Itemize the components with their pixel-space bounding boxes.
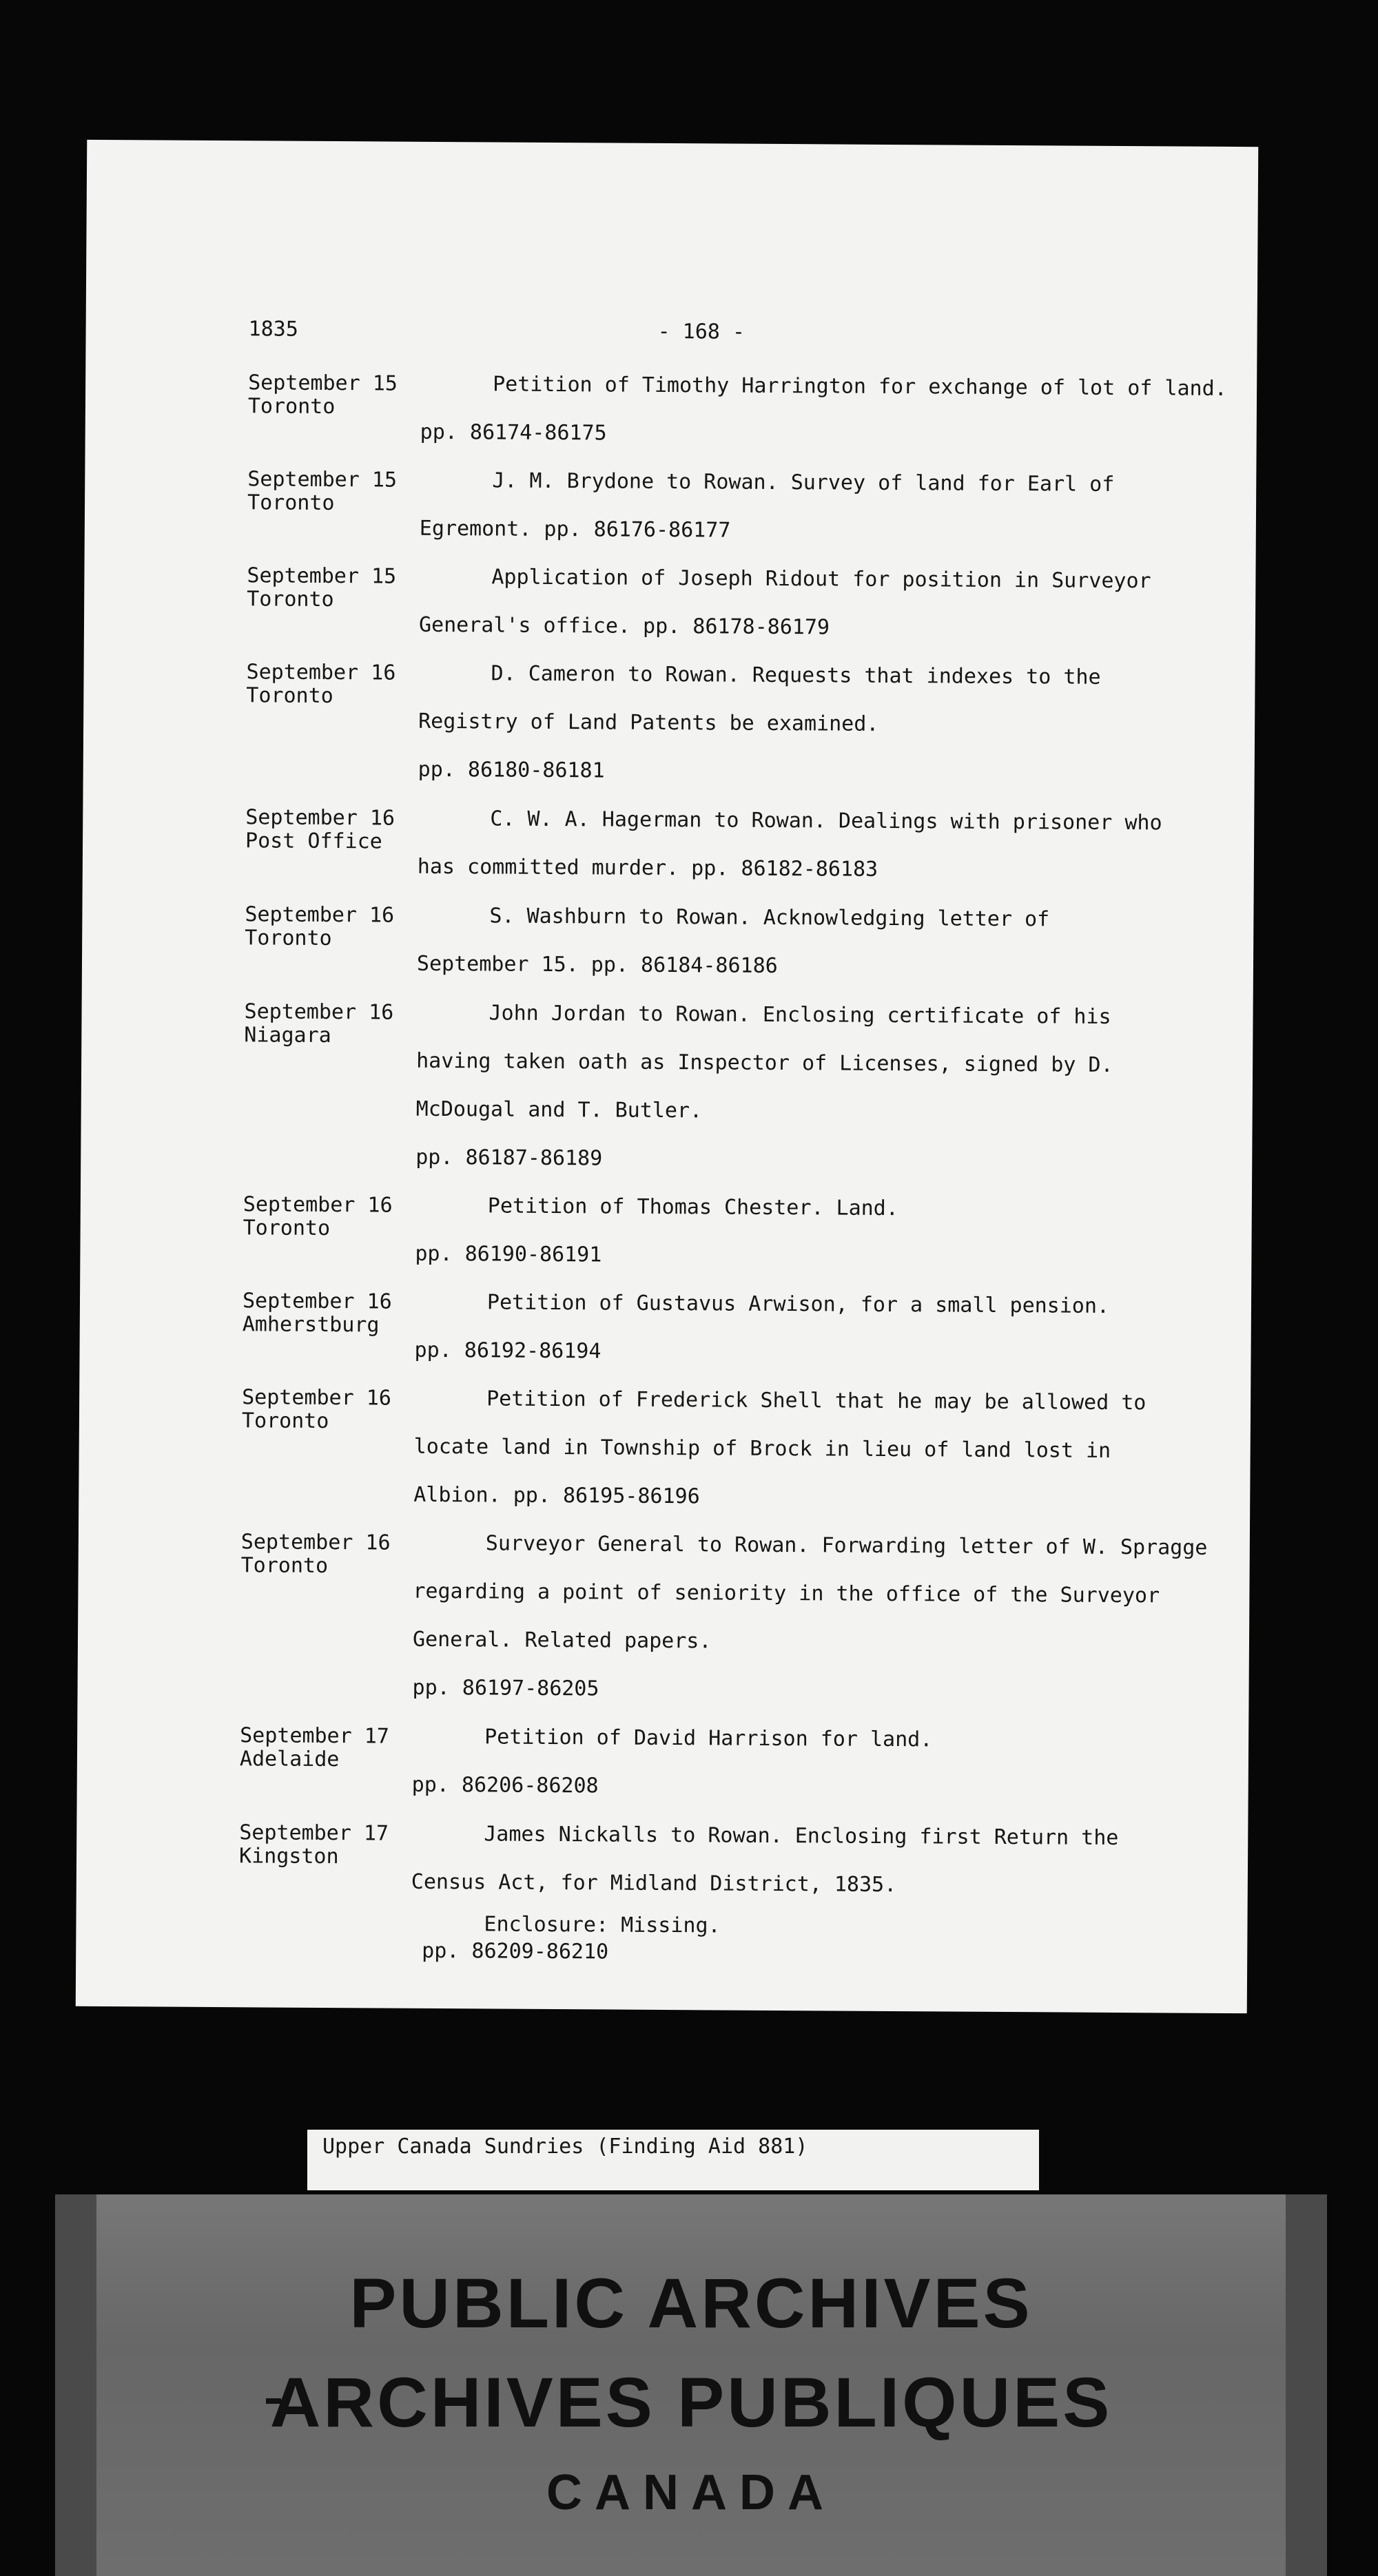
- entry-line: has committed murder. pp. 86182-86183: [417, 854, 878, 882]
- entry-date-place: [239, 1821, 418, 1869]
- entry-date-place: [245, 903, 424, 951]
- entry-line: Surveyor General to Rowan. Forwarding letter of W. Spragge: [485, 1531, 1208, 1560]
- entry-line: pp. 86206-86208: [411, 1772, 599, 1798]
- entry-description: [417, 904, 1244, 1006]
- entry-description: [420, 373, 1247, 474]
- entry-date: September 17: [239, 1820, 389, 1846]
- entry-place: Toronto: [240, 1553, 329, 1579]
- entry-description: [419, 565, 1246, 667]
- entry-description: [415, 1001, 1244, 1199]
- entry-date-place: [248, 371, 427, 419]
- entry-place: Toronto: [245, 926, 332, 951]
- entry-description: [418, 807, 1245, 908]
- entry-line: Census Act, for Midland District, 1835.: [411, 1869, 897, 1898]
- entry-place: Toronto: [243, 1216, 331, 1241]
- entry-line: Egremont. pp. 86176-86177: [419, 516, 731, 543]
- entry-date: September 15: [248, 371, 398, 396]
- archive-stamp-banner: [55, 2194, 1327, 2576]
- entry-line: pp. 86197-86205: [412, 1675, 599, 1701]
- entry-line: September 15. pp. 86184-86186: [416, 951, 778, 978]
- entry-line: Application of Joseph Ridout for position in Surveyor: [491, 565, 1151, 594]
- entry-line: Albion. pp. 86195-86196: [413, 1482, 700, 1509]
- entry-line: regarding a point of seniority in the office of the Surveyor: [413, 1579, 1160, 1608]
- entry-date: September 16: [242, 1385, 391, 1411]
- entry-place: Toronto: [241, 1409, 329, 1434]
- entry-description: [411, 1822, 1239, 1924]
- enclosure-note: Enclosure: Missing.: [484, 1912, 721, 1938]
- entry-description: [413, 1387, 1241, 1537]
- entry-date: September 15: [247, 563, 397, 589]
- entry-date: September 16: [242, 1289, 392, 1314]
- banner-line-archives-publiques: ARCHIVES PUBLIQUES: [269, 2363, 1113, 2442]
- entry-description: [412, 1532, 1240, 1730]
- entry-date: September 16: [244, 999, 394, 1025]
- finding-aid-slip: [307, 2130, 1039, 2190]
- entry-line: S. Washburn to Rowan. Acknowledging letter of: [489, 904, 1050, 932]
- entry-line: J. M. Brydone to Rowan. Survey of land for Earl of: [492, 468, 1115, 497]
- year-header: 1835: [248, 317, 298, 342]
- entry-date-place: [247, 564, 426, 612]
- finding-aid-label: Upper Canada Sundries (Finding Aid 881): [322, 2134, 808, 2159]
- entry-line: General. Related papers.: [412, 1627, 712, 1654]
- entry-date: September 16: [246, 660, 396, 685]
- entry-line: Registry of Land Patents be examined.: [418, 709, 879, 736]
- entry-date-place: [243, 1193, 422, 1241]
- banner-line-canada: CANADA: [546, 2465, 836, 2520]
- entry-place: Adelaide: [239, 1747, 340, 1772]
- entry-place: Kingston: [238, 1844, 339, 1869]
- entry-line: John Jordan to Rowan. Enclosing certificate of his: [489, 1001, 1111, 1029]
- entry-line: pp. 86192-86194: [414, 1338, 601, 1364]
- entry-date-place: [240, 1724, 419, 1772]
- entry-line: having taken oath as Inspector of Licenses, signed by D.: [416, 1048, 1113, 1077]
- enclosure-pages: pp. 86209-86210: [422, 1938, 609, 1964]
- entry-line: Petition of Frederick Shell that he may be allowed to: [486, 1386, 1146, 1415]
- entry-line: Petition of Timothy Harrington for exchange of lot of land.: [493, 372, 1227, 401]
- entry-date: September 17: [240, 1723, 389, 1749]
- entry-line: locate land in Township of Brock in lieu of land lost in: [413, 1434, 1111, 1463]
- entry-line: pp. 86180-86181: [418, 757, 605, 783]
- entry-date-place: [247, 468, 426, 516]
- entry-line: McDougal and T. Butler.: [415, 1097, 703, 1123]
- entry-description: [420, 469, 1247, 570]
- entry-line: Petition of Thomas Chester. Land.: [487, 1194, 898, 1221]
- entry-date: September 15: [247, 467, 398, 492]
- entry-line: James Nickalls to Rowan. Enclosing first Return the: [484, 1822, 1119, 1851]
- entry-date-place: [244, 1000, 423, 1048]
- entry-description: [414, 1291, 1242, 1392]
- entry-line: Petition of David Harrison for land.: [484, 1725, 933, 1752]
- entry-date-place: [245, 806, 424, 854]
- entry-place: Toronto: [246, 683, 333, 709]
- entry-line: pp. 86190-86191: [415, 1241, 602, 1267]
- entry-description: [418, 662, 1245, 811]
- entry-date-place: [242, 1386, 421, 1434]
- entry: [247, 371, 1247, 446]
- banner-line-public-archives: PUBLIC ARCHIVES: [349, 2264, 1033, 2343]
- entry-line: pp. 86174-86175: [420, 419, 607, 446]
- entry-place: Toronto: [247, 394, 336, 419]
- entry-date: September 16: [240, 1530, 391, 1555]
- page-number: - 168 -: [657, 319, 745, 344]
- entry-line: Petition of Gustavus Arwison, for a small pension.: [486, 1290, 1110, 1318]
- entry-date: September 16: [245, 805, 395, 831]
- entry-line: pp. 86187-86189: [415, 1145, 603, 1171]
- entry-line: C. W. A. Hagerman to Rowan. Dealings with prisoner who: [490, 807, 1162, 835]
- entry-place: Niagara: [244, 1023, 331, 1048]
- entry-line: D. Cameron to Rowan. Requests that indexes to the: [491, 661, 1101, 689]
- entry-description: [411, 1725, 1239, 1827]
- entry-place: Amherstburg: [242, 1312, 380, 1338]
- entry-place: Toronto: [247, 587, 334, 612]
- entry-line: General's office. pp. 86178-86179: [418, 612, 830, 640]
- entry-date: September 16: [243, 1192, 393, 1218]
- entry-place: Post Office: [245, 829, 382, 854]
- entry-date-place: [241, 1530, 420, 1579]
- entry-place: Toronto: [247, 490, 335, 516]
- entry-date: September 16: [245, 902, 395, 928]
- entry-date-place: [243, 1289, 422, 1338]
- typed-page: [76, 140, 1259, 2013]
- entry-description: [415, 1194, 1242, 1296]
- entry-date-place: [246, 661, 425, 709]
